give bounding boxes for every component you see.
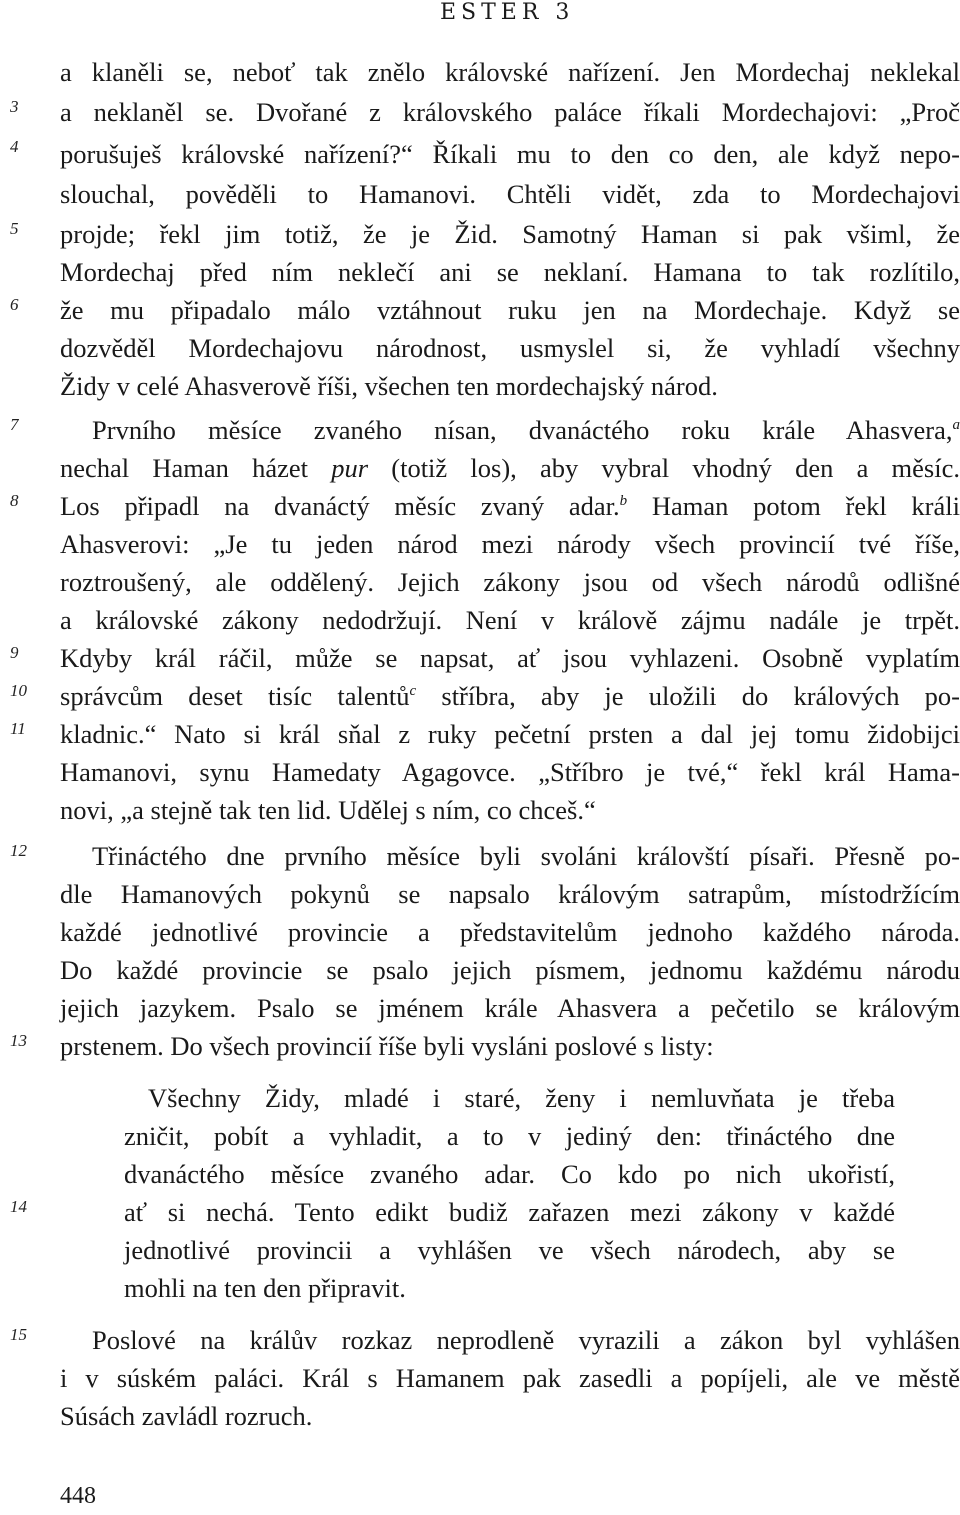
text-segment: ať si nechá. Tento edikt budiž zařazen mezi zákony v každé <box>124 1197 895 1227</box>
text-segment: dozvěděl Mordechajovu národnost, usmyslel si, že vyhladí všechny <box>60 333 960 363</box>
text-segment: Hamanovi, synu Hamedaty Agagovce. „Stříbro je tvé,“ řekl král Hama- <box>60 757 960 787</box>
text-segment: stříbra, aby je uložili do králových po- <box>416 681 960 711</box>
text-line <box>60 291 960 329</box>
text-line <box>92 411 960 449</box>
text-line <box>124 1193 895 1231</box>
text-line <box>60 487 960 525</box>
text-line <box>60 639 960 677</box>
text-line <box>60 525 960 563</box>
text-segment: roztroušený, ale oddělený. Jejich zákony jsou od všech národů odlišné <box>60 567 960 597</box>
verse-number: 15 <box>10 1325 27 1344</box>
verse-number: 11 <box>10 719 26 738</box>
text-segment: Prvního měsíce zvaného nísan, dvanáctého roku krále Ahasvera, <box>92 415 953 445</box>
text-segment: Všechny Židy, mladé i staré, ženy i nemluvňata je třeba <box>148 1083 895 1113</box>
text-line <box>60 1027 960 1065</box>
text-segment: Poslové na králův rozkaz neprodleně vyrazili a zákon byl vyhlášen <box>92 1325 960 1355</box>
footnote-marker: b <box>619 493 628 510</box>
text-segment: Haman potom řekl králi <box>627 491 960 521</box>
text-segment: Židy v celé Ahasverově říši, všechen ten mordechajský národ. <box>60 371 718 401</box>
text-line <box>60 753 960 791</box>
text-segment: prstenem. Do všech provincií říše byli vysláni poslové s listy: <box>60 1031 714 1061</box>
footnote-marker: a <box>952 417 960 434</box>
verse-number: 7 <box>10 415 19 434</box>
text-segment: kladnic.“ Nato si král sňal z ruky pečetní prsten a dal jej tomu židobijci <box>60 719 960 749</box>
text-line <box>60 989 960 1027</box>
verse-number: 10 <box>10 681 27 700</box>
text-line <box>124 1231 895 1269</box>
text-line <box>60 93 960 131</box>
text-segment: projde; řekl jim totiž, že je Žid. Samotný Haman si pak všiml, že <box>60 219 960 249</box>
text-line <box>60 677 960 715</box>
text-segment: novi, „a stejně tak ten lid. Udělej s ním, co chceš.“ <box>60 795 596 825</box>
text-segment: každé jednotlivé provincie a představitelům jednoho každého národa. <box>60 917 960 947</box>
text-line <box>148 1079 895 1117</box>
text-segment: nechal Haman házet <box>60 453 332 483</box>
verse-number: 8 <box>10 491 19 510</box>
text-line <box>60 329 960 367</box>
footnote-marker: c <box>409 683 417 700</box>
text-segment: Mordechaj před ním neklečí ani se neklaní. Hamana to tak rozlítilo, <box>60 257 960 287</box>
running-header: ESTER 3 <box>440 0 575 25</box>
text-segment: Los připadl na dvanáctý měsíc zvaný adar. <box>60 491 620 521</box>
text-segment: zničit, pobít a vyhladit, a to v jediný den: třináctého dne <box>124 1121 895 1151</box>
verse-number: 3 <box>10 97 19 116</box>
text-segment: jednotlivé provincii a vyhlášen ve všech národech, aby se <box>124 1235 895 1265</box>
text-segment: správcům deset tisíc talentů <box>60 681 410 711</box>
verse-number: 5 <box>10 219 19 238</box>
text-line <box>60 875 960 913</box>
text-line <box>60 563 960 601</box>
text-segment: dle Hamanových pokynů se napsalo královým satrapům, místodržícím <box>60 879 960 909</box>
text-line <box>60 601 960 639</box>
text-line <box>60 1359 960 1397</box>
text-segment: a klaněli se, neboť tak znělo královské nařízení. Jen Mordechaj neklekal <box>60 57 960 87</box>
text-segment: mohli na ten den připravit. <box>124 1273 406 1303</box>
text-segment: porušuješ královské nařízení?“ Říkali mu to den co den, ale když nepo- <box>60 139 960 169</box>
text-line <box>92 1321 960 1359</box>
text-line <box>60 791 960 829</box>
text-line <box>60 253 960 291</box>
text-line <box>60 1397 960 1435</box>
text-segment: slouchal, pověděli to Hamanovi. Chtěli vidět, zda to Mordechajovi <box>60 179 960 209</box>
text-line <box>60 175 960 213</box>
text-line <box>92 837 960 875</box>
text-segment: jejich jazykem. Psalo se jménem krále Ahasvera a pečetilo se královým <box>60 993 960 1023</box>
text-line <box>60 215 960 253</box>
text-line <box>124 1117 895 1155</box>
text-line <box>60 951 960 989</box>
text-line <box>60 367 960 405</box>
page-number: 448 <box>60 1483 96 1509</box>
verse-number: 12 <box>10 841 27 860</box>
text-segment: dvanáctého měsíce zvaného adar. Co kdo po nich ukořistí, <box>124 1159 895 1189</box>
text-segment: Ahasverovi: „Je tu jeden národ mezi národy všech provincií tvé říše, <box>60 529 960 559</box>
text-line <box>60 715 960 753</box>
text-line <box>60 449 960 487</box>
text-segment: Třináctého dne prvního měsíce byli svoláni královští písaři. Přesně po- <box>92 841 960 871</box>
text-segment: i v súském paláci. Král s Hamanem pak zasedli a popíjeli, ale ve městě <box>60 1363 960 1393</box>
text-line <box>124 1269 895 1307</box>
verse-number: 4 <box>10 137 19 156</box>
text-segment: že mu připadalo málo vztáhnout ruku jen na Mordechaje. Když se <box>60 295 960 325</box>
text-segment: Súsách zavládl rozruch. <box>60 1401 313 1431</box>
verse-number: 6 <box>10 295 19 314</box>
text-line <box>60 135 960 173</box>
text-line <box>124 1155 895 1193</box>
text-segment: (totiž los), aby vybral vhodný den a měsíc. <box>368 453 960 483</box>
text-segment: a královské zákony nedodržují. Není v králově zájmu nadále je trpět. <box>60 605 960 635</box>
text-segment: a neklaněl se. Dvořané z královského paláce říkali Mordechajovi: „Proč <box>60 97 960 127</box>
text-line <box>60 53 960 91</box>
text-line <box>60 913 960 951</box>
verse-number: 14 <box>10 1197 27 1216</box>
text-segment: Kdyby král ráčil, může se napsat, ať jsou vyhlazeni. Osobně vyplatím <box>60 643 960 673</box>
italic-term: pur <box>331 453 369 483</box>
text-segment: Do každé provincie se psalo jejich písmem, jednomu každému národu <box>60 955 960 985</box>
verse-number: 9 <box>10 643 19 662</box>
verse-number: 13 <box>10 1031 27 1050</box>
